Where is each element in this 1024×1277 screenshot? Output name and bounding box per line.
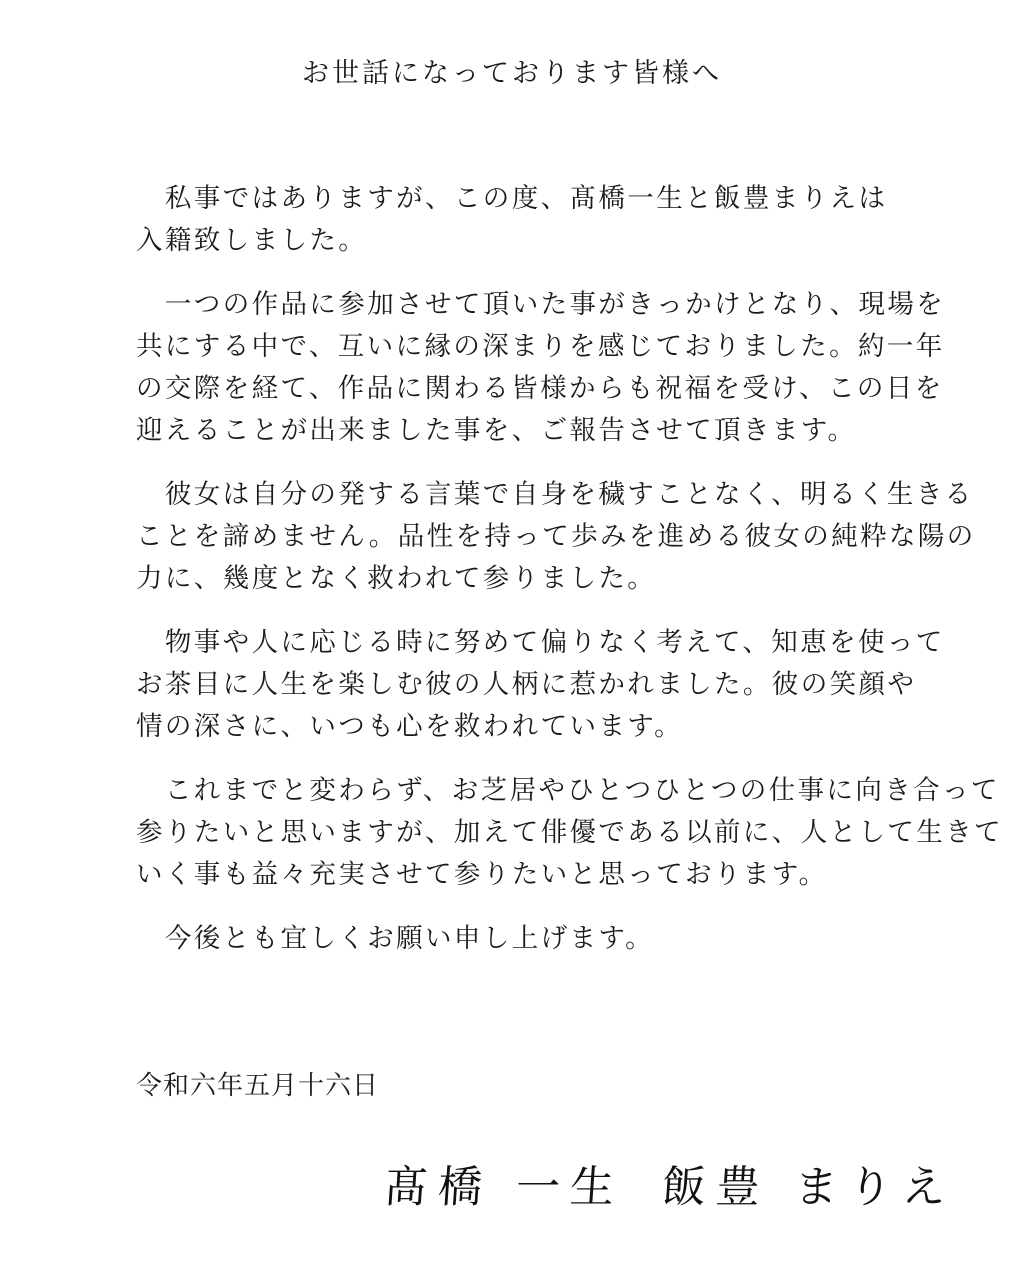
handwritten-signatures — [380, 1148, 958, 1228]
signature-iitoyo: 飯豊 まりえ — [660, 1162, 958, 1213]
paragraph-line: いく事も益々充実させて参りたいと思っております。 — [136, 859, 828, 890]
paragraph-line: 今後とも宜しくお願い申し上げます。 — [136, 923, 655, 954]
paragraph-future — [136, 770, 1003, 896]
paragraph-line: ことを諦めません。品性を持って歩みを進める彼女の純粋な陽の — [136, 521, 976, 552]
paragraph-how-they-met — [136, 284, 946, 452]
paragraph-line: 私事ではありますが、この度、髙橋一生と飯豊まりえは — [136, 183, 888, 214]
paragraph-line: お茶目に人生を楽しむ彼の人柄に惹かれました。彼の笑顔や — [136, 669, 917, 700]
letter-body — [136, 178, 1003, 982]
paragraph-line: 入籍致しました。 — [136, 225, 368, 256]
paragraph-line: 一つの作品に参加させて頂いた事がきっかけとなり、現場を — [136, 289, 946, 320]
paragraph-closing — [136, 918, 896, 960]
paragraph-line: 彼女は自分の発する言葉で自身を穢すことなく、明るく生きる — [136, 479, 974, 510]
salutation: お世話になっております皆様へ — [302, 58, 722, 89]
paragraph-line: 情の深さに、いつも心を救われています。 — [136, 711, 683, 742]
paragraph-line: これまでと変わらず、お芝居やひとつひとつの仕事に向き合って — [136, 775, 1000, 806]
paragraph-line: 力に、幾度となく救われて参りました。 — [136, 563, 657, 594]
paragraph-line: 参りたいと思いますが、加えて俳優である以前に、人として生きて — [136, 817, 1003, 848]
paragraph-line: 共にする中で、互いに縁の深まりを感じておりました。約一年 — [136, 331, 945, 362]
signature-takahashi: 髙橋 一生 — [382, 1162, 626, 1213]
paragraph-marriage-announcement — [136, 178, 896, 262]
paragraph-line: の交際を経て、作品に関わる皆様からも祝福を受け、この日を — [136, 373, 944, 404]
paragraph-about-her — [136, 474, 976, 600]
paragraph-line: 物事や人に応じる時に努めて偏りなく考えて、知恵を使って — [136, 627, 945, 658]
letter-date: 令和六年五月十六日 — [136, 1071, 380, 1101]
paragraph-line: 迎えることが出来ました事を、ご報告させて頂きます。 — [136, 415, 857, 446]
paragraph-about-him — [136, 622, 945, 748]
